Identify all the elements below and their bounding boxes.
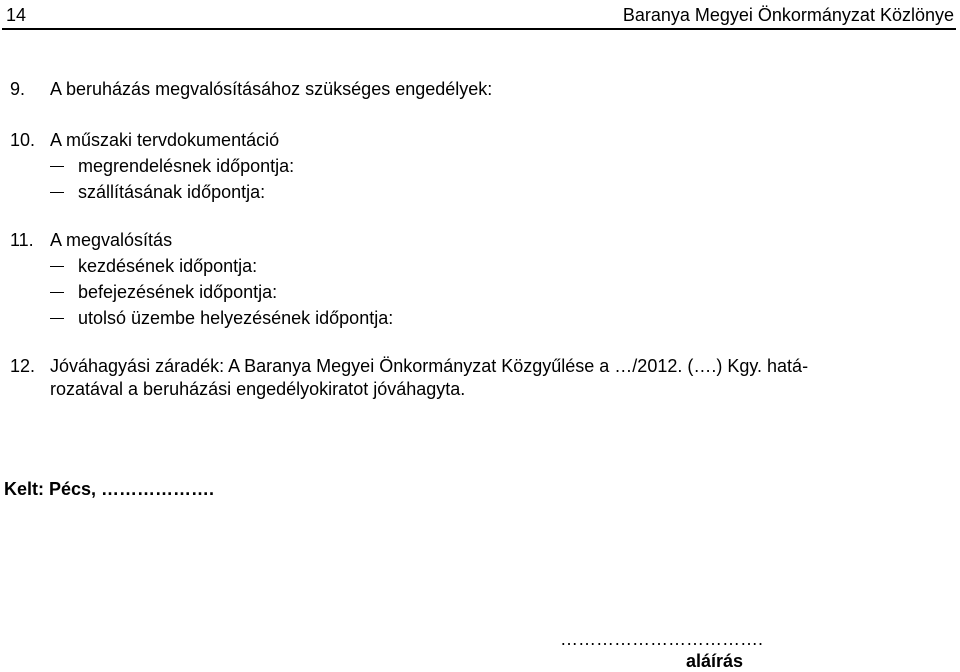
kelt-line: Kelt: Pécs, ………………. xyxy=(4,479,215,499)
item-text-line-2: rozatával a beruházási engedélyokiratot jóváhagyta. xyxy=(50,379,466,399)
item-12-continued xyxy=(0,378,960,400)
publication-title: Baranya Megyei Önkormányzat Közlönye xyxy=(622,5,954,25)
signature-dots: ……………………………. xyxy=(560,629,764,649)
item-text: A beruházás megvalósításához szükséges engedélyek: xyxy=(50,79,493,99)
item-11-sub-1 xyxy=(0,255,960,277)
sub-item-text: befejezésének időpontja: xyxy=(78,282,278,302)
item-number: 11. xyxy=(10,230,34,250)
dash-bullet xyxy=(50,292,64,293)
item-number: 12. xyxy=(10,356,36,376)
item-text: A megvalósítás xyxy=(50,230,173,250)
dash-bullet xyxy=(50,318,64,319)
sub-item-text: megrendelésnek időpontja: xyxy=(78,156,295,176)
item-10-sub-2 xyxy=(0,181,960,203)
item-text: A műszaki tervdokumentáció xyxy=(50,130,280,150)
item-10 xyxy=(0,129,960,151)
page-number: 14 xyxy=(6,5,27,25)
item-9 xyxy=(0,78,960,100)
item-number: 10. xyxy=(10,130,36,150)
dash-bullet xyxy=(50,166,64,167)
item-11 xyxy=(0,229,960,251)
dash-bullet xyxy=(50,192,64,193)
page-header xyxy=(2,2,956,30)
item-10-sub-1 xyxy=(0,155,960,177)
signature-label: aláírás xyxy=(686,651,744,671)
sub-item-text: utolsó üzembe helyezésének időpontja: xyxy=(78,308,394,328)
dash-bullet xyxy=(50,266,64,267)
item-12 xyxy=(0,355,960,377)
sub-item-text: szállításának időpontja: xyxy=(78,182,266,202)
item-11-sub-3 xyxy=(0,307,960,329)
item-11-sub-2 xyxy=(0,281,960,303)
item-text-line-1: Jóváhagyási záradék: A Baranya Megyei Önkormányzat Közgyűlése a …/2012. (….) Kgy. hatá- xyxy=(50,356,809,376)
sub-item-text: kezdésének időpontja: xyxy=(78,256,258,276)
item-number: 9. xyxy=(10,79,26,99)
